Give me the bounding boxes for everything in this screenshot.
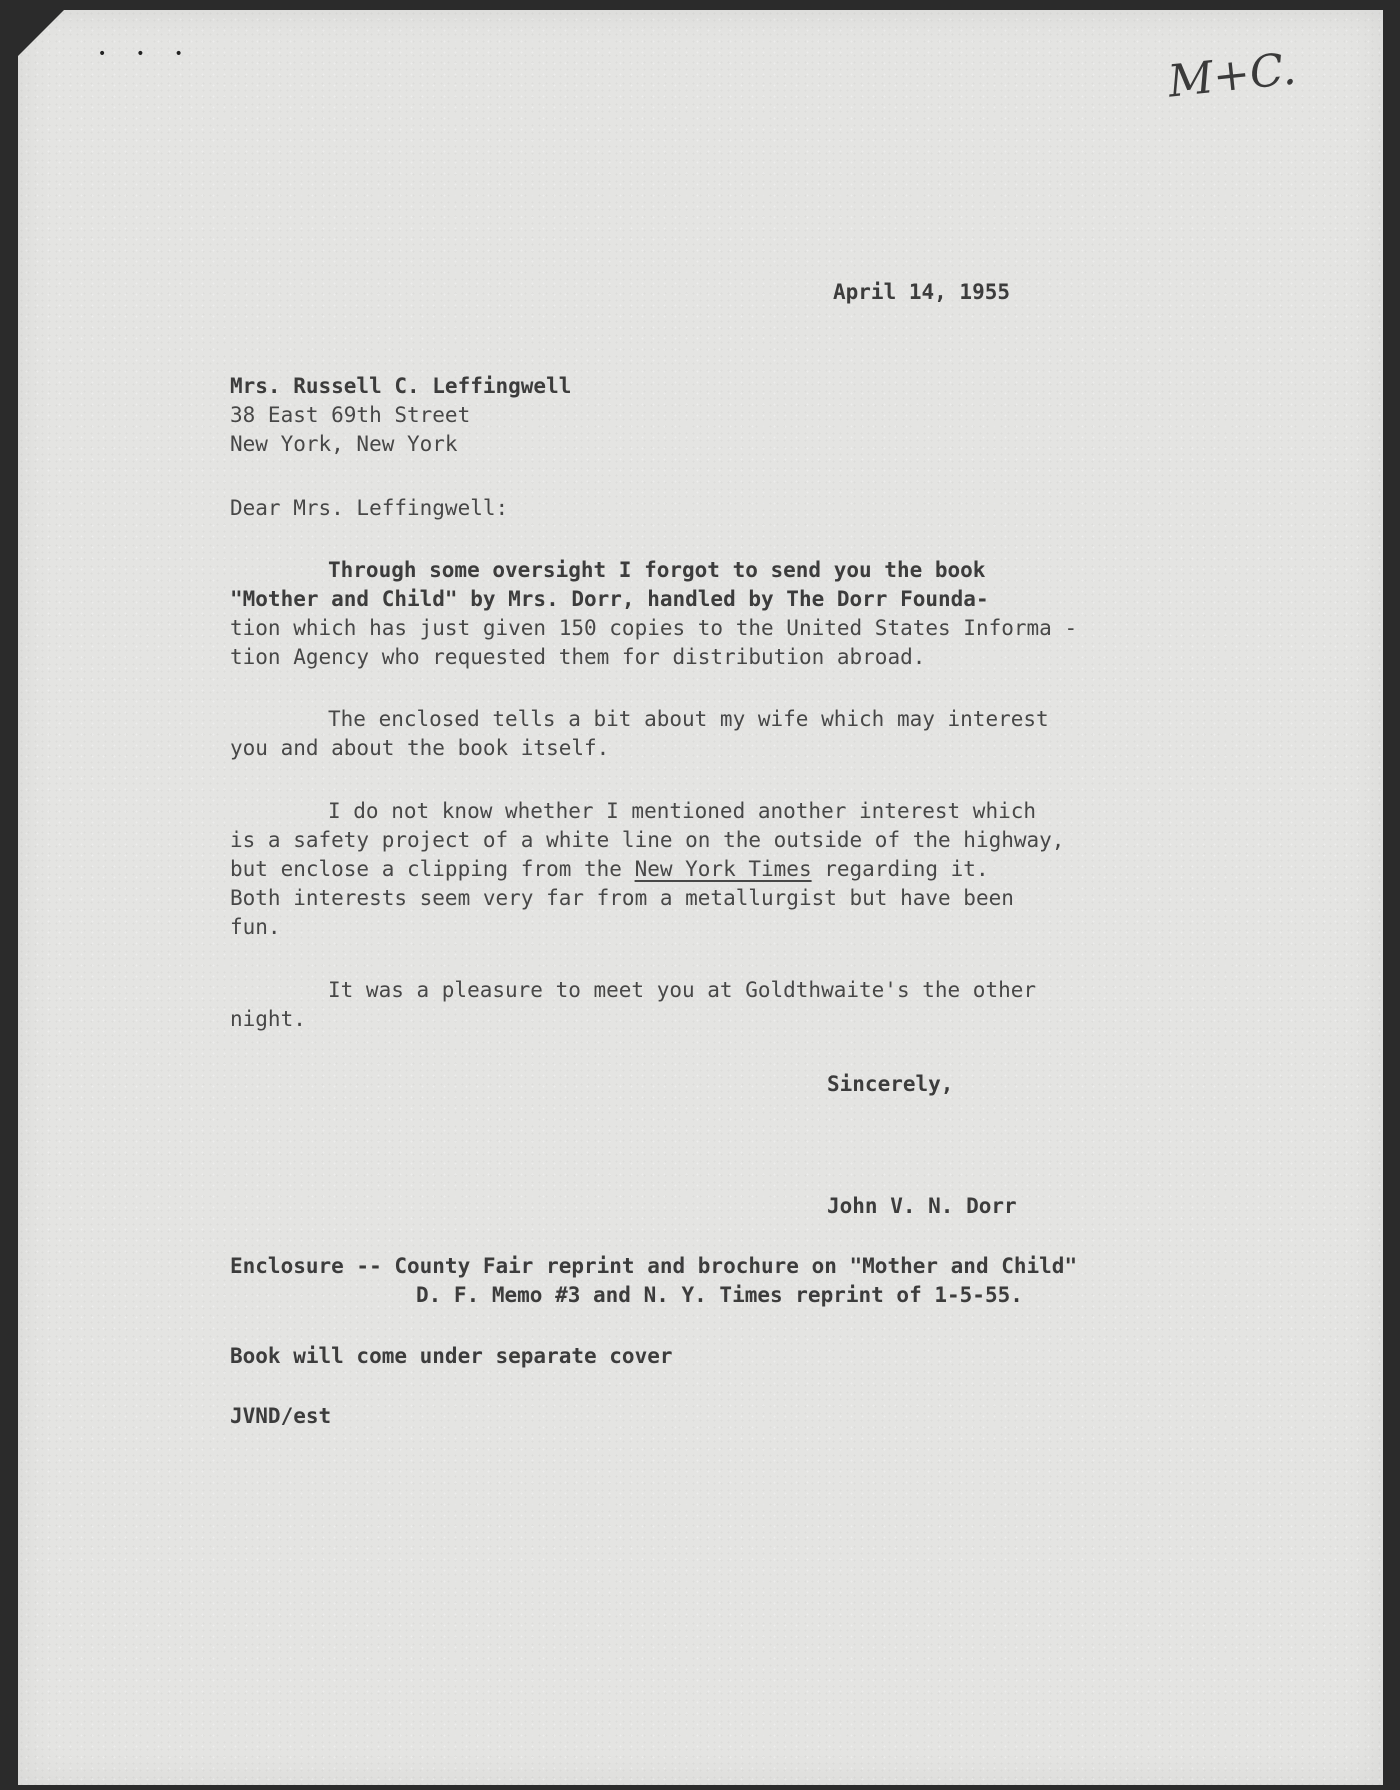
enclosure-line-2: D. F. Memo #3 and N. Y. Times reprint of 1-5-55. xyxy=(416,1283,1023,1307)
paragraph-1 xyxy=(230,556,1077,672)
paragraph-1-line-2: "Mother and Child" by Mrs. Dorr, handled by The Dorr Founda- xyxy=(230,587,989,611)
recipient-name: Mrs. Russell C. Leffingwell xyxy=(230,374,572,398)
paragraph-1-line-3: tion which has just given 150 copies to the United States Informa - xyxy=(230,616,1078,640)
paragraph-3-line-1: I do not know whether I mentioned another interest which xyxy=(328,799,1037,823)
handwritten-note: M+C. xyxy=(1165,43,1299,108)
paragraph-3-line-3-post: regarding it. xyxy=(811,857,989,881)
paragraph-1-line-4: tion Agency who requested them for distribution abroad. xyxy=(230,645,926,669)
paragraph-2-line-1: The enclosed tells a bit about my wife which may interest xyxy=(328,707,1049,731)
paragraph-3-line-2: is a safety project of a white line on the outside of the highway, xyxy=(230,828,1065,852)
typist-initials: JVND/est xyxy=(230,1404,332,1428)
punch-marks: ••• xyxy=(98,46,213,62)
recipient-street: 38 East 69th Street xyxy=(230,403,471,427)
paragraph-4-line-2: night. xyxy=(230,1007,306,1031)
paragraph-2 xyxy=(230,705,1049,763)
recipient-address xyxy=(230,372,571,459)
recipient-city: New York, New York xyxy=(230,432,458,456)
paragraph-3-line-3 xyxy=(230,855,1064,884)
paragraph-2-line-2: you and about the book itself. xyxy=(230,736,610,760)
enclosure-line-1: Enclosure -- County Fair reprint and brochure on "Mother and Child" xyxy=(230,1254,1078,1278)
paragraph-3 xyxy=(230,797,1064,942)
paragraph-4-line-1: It was a pleasure to meet you at Goldthwaite's the other xyxy=(328,978,1037,1002)
paragraph-3-line-5: fun. xyxy=(230,915,281,939)
paragraph-4 xyxy=(230,976,1036,1034)
letter-date: April 14, 1955 xyxy=(833,280,1011,304)
book-note: Book will come under separate cover xyxy=(230,1344,673,1368)
closing: Sincerely, xyxy=(827,1072,954,1096)
enclosure-note xyxy=(230,1252,1077,1310)
signature-name: John V. N. Dorr xyxy=(827,1194,1017,1218)
paragraph-3-line-3-pre: but enclose a clipping from the xyxy=(230,857,635,881)
paragraph-1-line-1: Through some oversight I forgot to send you the book xyxy=(328,558,986,582)
letter-page xyxy=(18,10,1383,1785)
salutation: Dear Mrs. Leffingwell: xyxy=(230,496,509,520)
paragraph-3-line-4: Both interests seem very far from a metallurgist but have been xyxy=(230,886,1014,910)
newspaper-title: New York Times xyxy=(634,857,812,881)
